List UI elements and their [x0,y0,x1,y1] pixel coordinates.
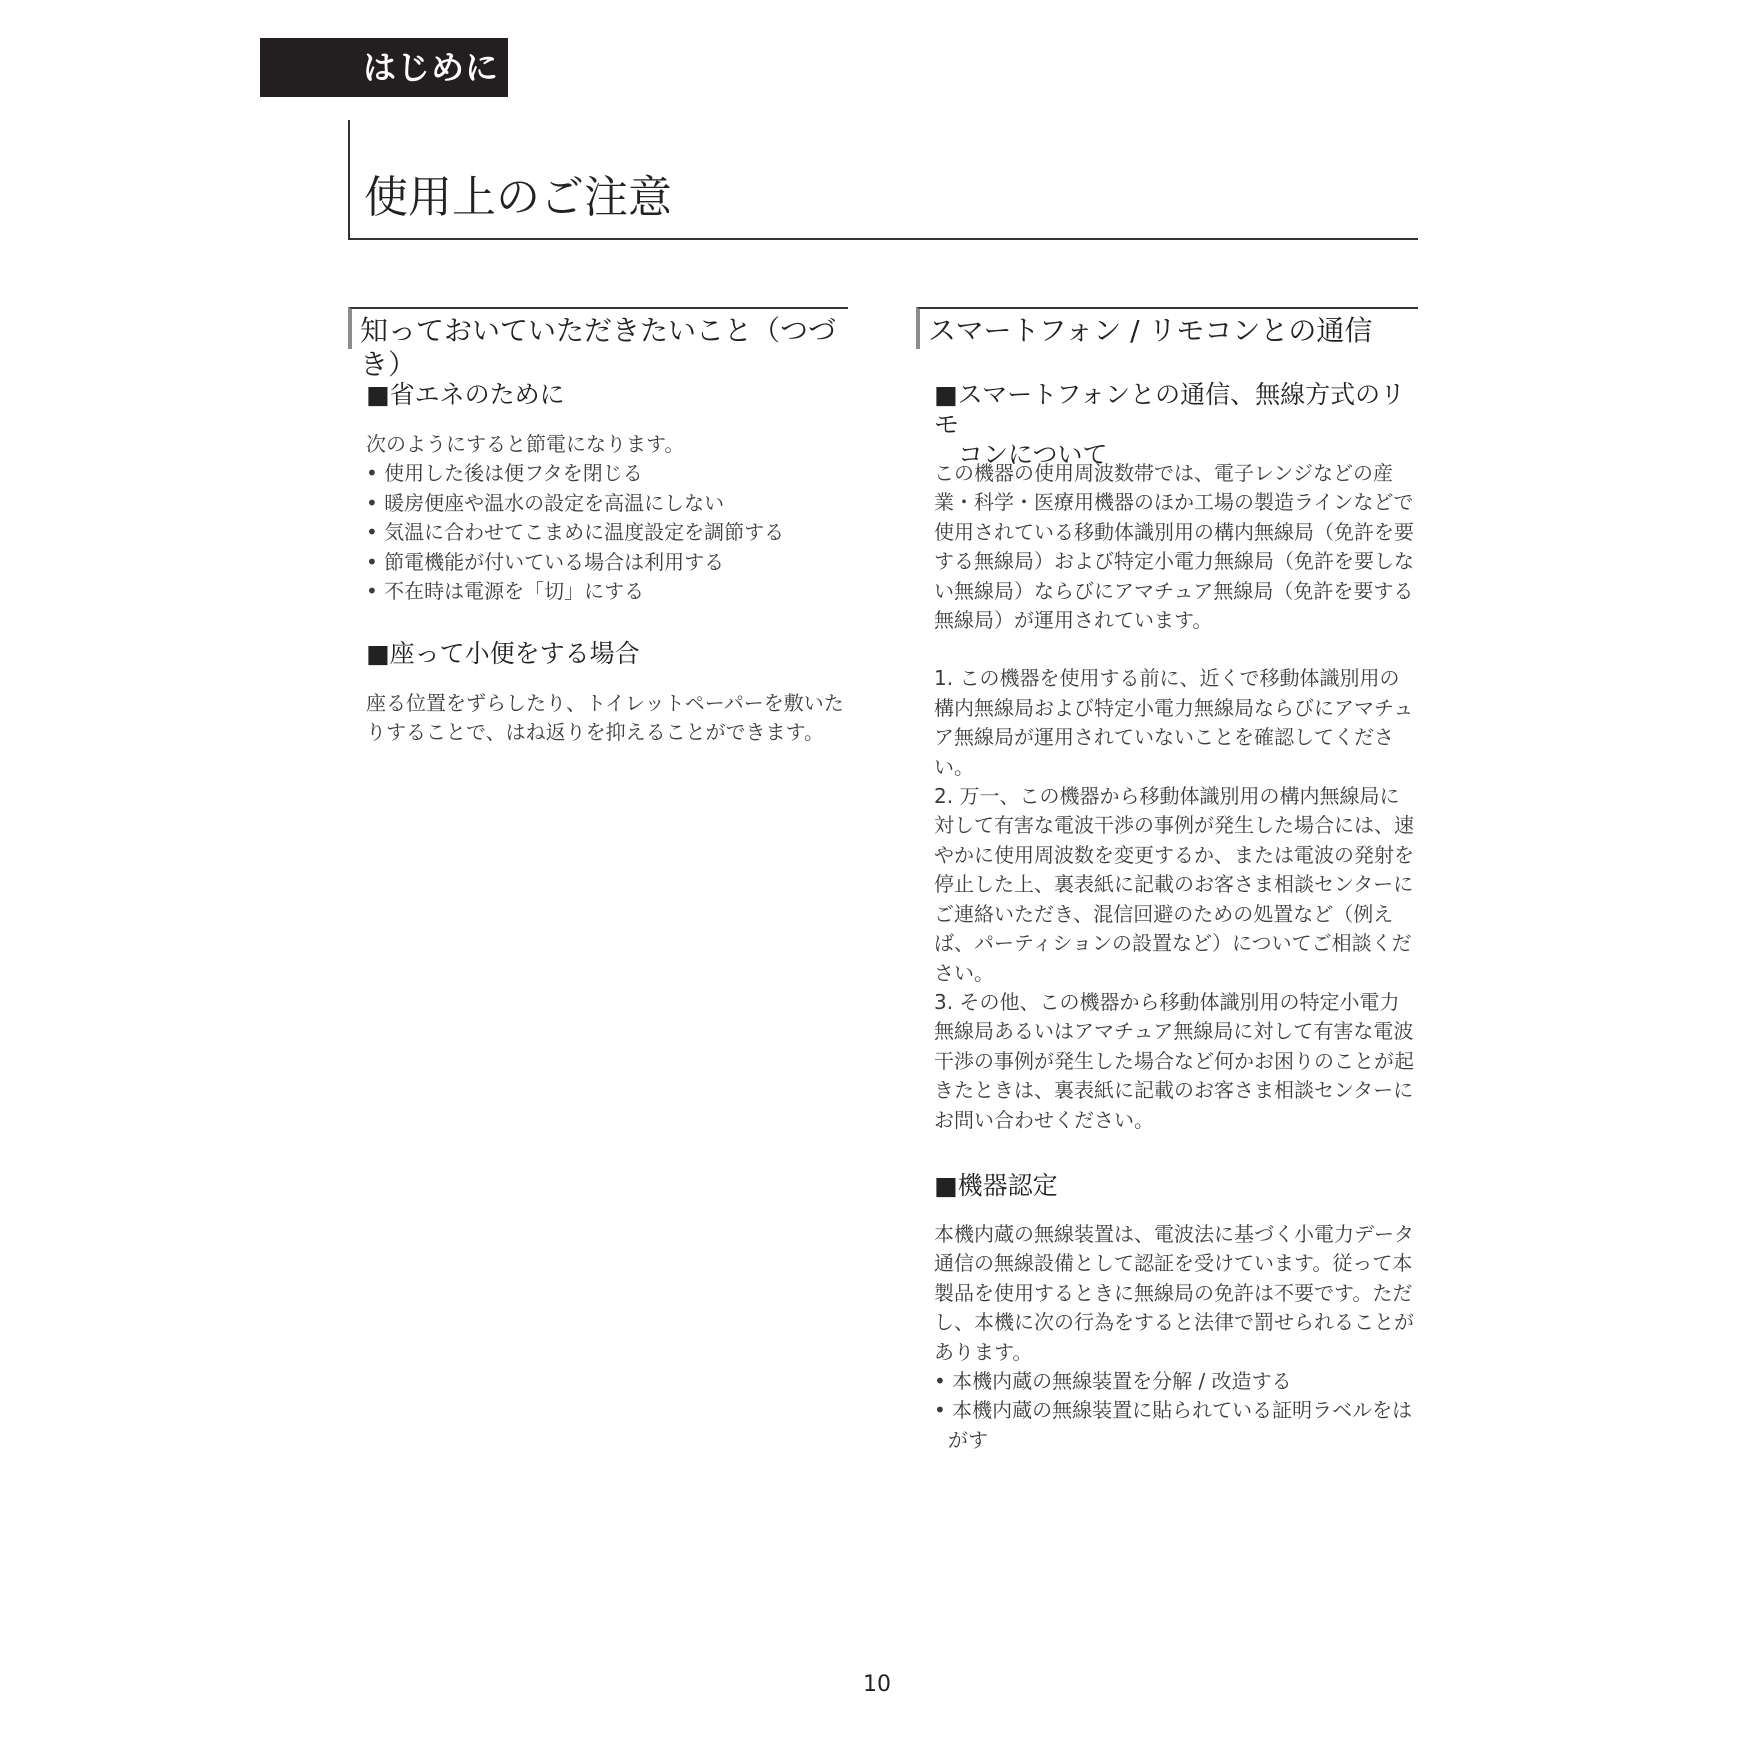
communication-heading-line1: ■スマートフォンとの通信、無線方式のリモ [934,380,1406,439]
page-title: 使用上のご注意 [364,172,672,223]
sitting-heading: ■座って小便をする場合 [366,639,640,668]
communication-item-1: 1. この機器を使用する前に、近くで移動体識別用の構内無線局および特定小電力無線局ならびにアマチュア無線局が運用されていないことを確認してください。 [934,666,1414,779]
sitting-body [366,689,846,748]
list-item: • 気温に合わせてこまめに温度設定を調節する [366,518,846,547]
sitting-text: 座る位置をずらしたり、トイレットペーパーを敷いたりすることで、はね返りを抑えることができます。 [366,691,844,745]
communication-item-2: 2. 万一、この機器から移動体識別用の構内無線局に対して有害な電波干渉の事例が発生した場合には、速やかに使用周波数を変更するか、または電波の発射を停止した上、裏表紙に記載のお客さま相談センターにご連絡いただき、混信回避のための処置など（例えば、パーティションの設置など）についてご相談ください。 [934,784,1414,985]
section-heading-left: 知っておいていただきたいこと（つづき） [348,307,848,349]
list-item: • 使用した後は便フタを閉じる [366,459,846,488]
certification-text: 本機内蔵の無線装置は、電波法に基づく小電力データ通信の無線設備として認証を受けています。従って本製品を使用するときに無線局の免許は不要です。ただし、本機に次の行為をすると法律で罰せられることがあります。 [934,1222,1414,1364]
list-item: • 本機内蔵の無線装置に貼られている証明ラベルをはがす [934,1396,1418,1455]
list-item: • 節電機能が付いている場合は利用する [366,548,846,577]
energy-body [366,430,846,606]
communication-heading-line2: コンについて [958,440,1108,469]
page-title-box [348,120,1418,240]
list-item: • 不在時は電源を「切」にする [366,577,846,606]
energy-bullet-list [366,459,846,606]
communication-body [934,459,1418,1135]
chapter-tag: はじめに [260,38,508,97]
list-item: • 本機内蔵の無線装置を分解 / 改造する [934,1367,1418,1396]
section-heading-right: スマートフォン / リモコンとの通信 [916,307,1418,349]
energy-intro: 次のようにすると節電になります。 [366,432,685,456]
communication-paragraph: この機器の使用周波数帯では、電子レンジなどの産業・科学・医療用機器のほか工場の製造ラインなどで使用されている移動体識別用の構内無線局（免許を要する無線局）および特定小電力無線局（免許を要しない無線局）ならびにアマチュア無線局（免許を要する無線局）が運用されています。 [934,461,1414,633]
energy-heading: ■省エネのために [366,380,565,409]
certification-heading: ■機器認定 [934,1171,1058,1200]
page-number: 10 [863,1672,891,1697]
certification-bullet-list [934,1367,1418,1455]
certification-body [934,1220,1418,1455]
communication-item-3: 3. その他、この機器から移動体識別用の特定小電力無線局あるいはアマチュア無線局に対して有害な電波干渉の事例が発生した場合など何かお困りのことが起きたときは、裏表紙に記載のお客さま相談センターにお問い合わせください。 [934,989,1414,1132]
list-item: • 暖房便座や温水の設定を高温にしない [366,489,846,518]
communication-heading [934,380,1418,470]
